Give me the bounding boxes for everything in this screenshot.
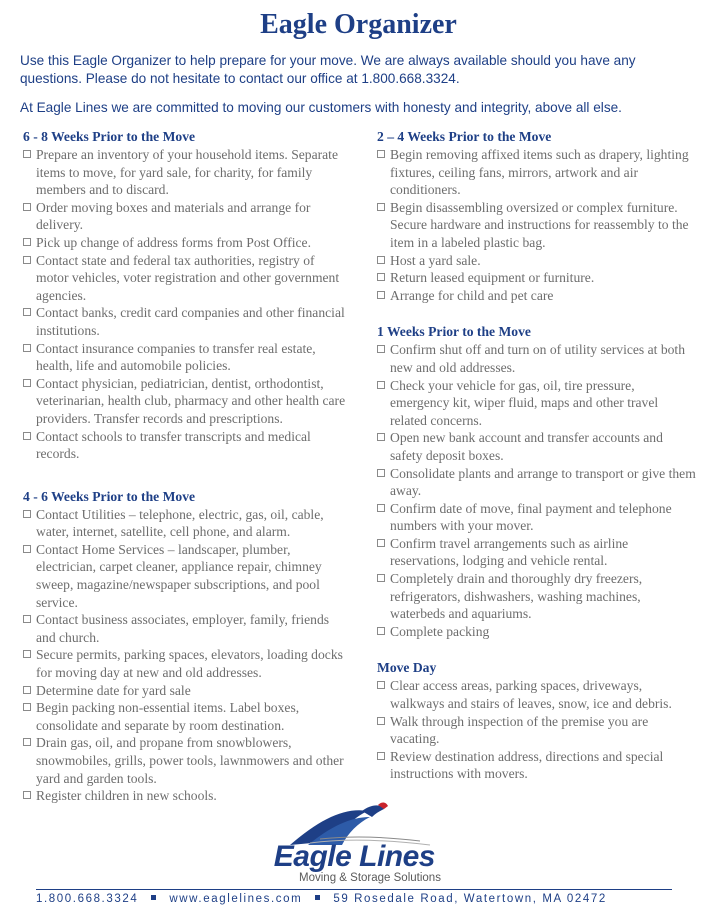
checklist-item — [374, 341, 696, 376]
checklist-item-text: Clear access areas, parking spaces, driveways, walkways and stairs of leaves, snow, ice and debris. — [390, 678, 672, 712]
checkbox-icon[interactable] — [23, 344, 31, 352]
checklist-item — [374, 570, 696, 623]
footer-divider — [36, 889, 672, 890]
checklist-item-text: Consolidate plants and arrange to transport or give them away. — [390, 465, 696, 499]
footer — [36, 893, 676, 905]
checklist-item — [374, 199, 696, 252]
checkbox-icon[interactable] — [377, 273, 385, 281]
checklist-item-text: Pick up change of address forms from Post Office. — [36, 234, 311, 250]
checkbox-icon[interactable] — [23, 256, 31, 264]
checklist-item — [20, 304, 350, 339]
checklist-item — [20, 146, 350, 199]
checklist — [374, 341, 696, 640]
checkbox-icon[interactable] — [377, 717, 385, 725]
checklist-item-text: Complete packing — [390, 623, 490, 639]
checklist-item-text: Host a yard sale. — [390, 252, 481, 268]
checkbox-icon[interactable] — [377, 345, 385, 353]
checklist-item — [20, 234, 350, 252]
checkbox-icon[interactable] — [23, 510, 31, 518]
checklist — [20, 146, 350, 463]
checklist-item — [374, 146, 696, 199]
checklist-item — [374, 287, 696, 305]
logo-tagline: Moving & Storage Solutions — [299, 872, 441, 884]
checklist-item-text: Contact business associates, employer, family, friends and church. — [36, 612, 330, 645]
checklist-item-text: Begin removing affixed items such as drapery, lighting fixtures, ceiling fans, mirrors, artwork and air conditioners. — [390, 147, 689, 198]
checklist-item — [20, 340, 350, 375]
checklist-item-text: Open new bank account and transfer accounts and safety deposit boxes. — [390, 430, 663, 463]
footer-phone: 1.800.668.3324 — [36, 893, 139, 905]
checkbox-icon[interactable] — [377, 627, 385, 635]
checklist-item — [20, 506, 350, 541]
checkbox-icon[interactable] — [377, 539, 385, 547]
checklist — [20, 506, 350, 805]
checkbox-icon[interactable] — [23, 308, 31, 316]
checklist-item — [20, 611, 350, 646]
checkbox-icon[interactable] — [23, 379, 31, 387]
checkbox-icon[interactable] — [23, 545, 31, 553]
checklist-item-text: Arrange for child and pet care — [390, 287, 554, 303]
section-heading: Move Day — [377, 660, 437, 676]
checkbox-icon[interactable] — [377, 256, 385, 264]
checklist — [374, 146, 696, 304]
checklist-item — [20, 252, 350, 305]
checklist-item-text: Return leased equipment or furniture. — [390, 270, 595, 286]
checkbox-icon[interactable] — [23, 650, 31, 658]
checklist-item-text: Check your vehicle for gas, oil, tire pressure, emergency kit, wiper fluid, maps and other travel related concerns. — [390, 377, 659, 428]
left-column — [20, 128, 350, 805]
checkbox-icon[interactable] — [377, 574, 385, 582]
checklist-item-text: Prepare an inventory of your household items. Separate items to move, for yard sale, for charity, for family members and to discard. — [36, 147, 338, 198]
checklist-item — [20, 646, 350, 681]
section-move-day — [374, 659, 696, 783]
checkbox-icon[interactable] — [23, 703, 31, 711]
checkbox-icon[interactable] — [377, 203, 385, 211]
intro-paragraph-contact: Use this Eagle Organizer to help prepare for your move. We are always available should you have any questions. Please do not hesitate to contact our office at 1.800.668.3324. — [20, 53, 636, 86]
checkbox-icon[interactable] — [377, 291, 385, 299]
bullet-square-icon — [151, 895, 156, 900]
checklist-item-text: Register children in new schools. — [36, 788, 217, 804]
checklist-item-text: Drain gas, oil, and propane from snowblowers, snowmobiles, grills, power tools, lawnmowers and other yard and garden tools. — [36, 735, 344, 786]
checkbox-icon[interactable] — [377, 681, 385, 689]
section-1-week — [374, 323, 696, 640]
checklist-item — [374, 252, 696, 270]
checklist-item-text: Confirm shut off and turn on of utility services at both new and old addresses. — [390, 342, 685, 375]
eagle-lines-logo — [250, 797, 490, 889]
logo-wordmark: Eagle Lines — [273, 840, 435, 873]
checklist-item — [374, 748, 696, 783]
checklist-item — [20, 199, 350, 234]
checklist-item-text: Secure permits, parking spaces, elevators, loading docks for moving day at new and old addresses. — [36, 647, 343, 681]
checklist-item — [374, 500, 696, 535]
checklist-item-text: Contact Utilities – telephone, electric, gas, oil, cable, water, internet, satellite, cell phone, and alarm. — [36, 506, 324, 540]
section-heading: 6 - 8 Weeks Prior to the Move — [23, 129, 196, 144]
right-column — [374, 128, 696, 783]
checkbox-icon[interactable] — [377, 433, 385, 441]
checkbox-icon[interactable] — [23, 238, 31, 246]
checklist-item-text: Order moving boxes and materials and arrange for delivery. — [36, 199, 311, 233]
checklist-item — [374, 429, 696, 464]
checklist-item — [20, 541, 350, 611]
intro-paragraph-commitment: At Eagle Lines we are committed to moving our customers with honesty and integrity, above all else. — [20, 100, 622, 115]
checkbox-icon[interactable] — [377, 469, 385, 477]
footer-website[interactable]: www.eaglelines.com — [169, 893, 303, 905]
checklist-item-text: Contact schools to transfer transcripts and medical records. — [36, 428, 311, 462]
checklist-item-text: Confirm travel arrangements such as airline reservations, lodging and vehicle rental. — [390, 535, 629, 569]
checkbox-icon[interactable] — [377, 150, 385, 158]
checklist-item-text: Completely drain and thoroughly dry freezers, refrigerators, dishwashers, washing machines, waterbeds and aquariums. — [390, 571, 643, 622]
checkbox-icon[interactable] — [23, 791, 31, 799]
checklist-item-text: Begin packing non-essential items. Label boxes, consolidate and separate by room destination. — [36, 700, 300, 733]
checklist-item — [20, 375, 350, 428]
checklist-item-text: Contact state and federal tax authorities, registry of motor vehicles, voter registration and other government agencies. — [36, 252, 340, 303]
section-heading: 4 - 6 Weeks Prior to the Move — [23, 488, 196, 504]
checklist-item-text: Contact banks, credit card companies and other financial institutions. — [36, 305, 345, 338]
footer-address: 59 Rosedale Road, Watertown, MA 02472 — [333, 893, 607, 905]
checkbox-icon[interactable] — [23, 203, 31, 211]
checklist-item — [374, 623, 696, 641]
bullet-square-icon — [315, 895, 320, 900]
checklist — [374, 677, 696, 783]
checklist-item — [374, 713, 696, 748]
checkbox-icon[interactable] — [377, 504, 385, 512]
checklist-item-text: Contact Home Services – landscaper, plumber, electrician, carpet cleaner, appliance repair, chimney sweep, magazine/newspaper subscriptions, and pool service. — [36, 541, 322, 610]
section-6-8-weeks — [20, 128, 350, 463]
checkbox-icon[interactable] — [377, 752, 385, 760]
checklist-item-text: Begin disassembling oversized or complex furniture. Secure hardware and instructions for reassembly to the item in a labeled plastic bag. — [390, 199, 689, 250]
section-heading: 1 Weeks Prior to the Move — [377, 324, 531, 340]
checklist-item-text: Contact physician, pediatrician, dentist, orthodontist, veterinarian, health club, pharmacy and other health care providers. Transfer records and prescriptions. — [36, 375, 346, 426]
checklist-item — [374, 535, 696, 570]
checklist-item — [20, 682, 350, 700]
checklist-item — [20, 428, 350, 463]
checklist-item-text: Determine date for yard sale — [36, 682, 191, 698]
checkbox-icon[interactable] — [23, 150, 31, 158]
checkbox-icon[interactable] — [377, 381, 385, 389]
checklist-item-text: Confirm date of move, final payment and telephone numbers with your mover. — [390, 500, 672, 534]
checklist-item-text: Review destination address, directions and special instructions with movers. — [390, 748, 664, 782]
section-4-6-weeks — [20, 488, 350, 805]
checklist-item — [20, 699, 350, 734]
checkbox-icon[interactable] — [23, 738, 31, 746]
section-heading: 2 – 4 Weeks Prior to the Move — [377, 129, 552, 144]
checklist-item — [374, 677, 696, 712]
checklist-item — [374, 377, 696, 430]
checkbox-icon[interactable] — [23, 432, 31, 440]
checklist-item — [374, 269, 696, 287]
checkbox-icon[interactable] — [23, 615, 31, 623]
checklist-item-text: Contact insurance companies to transfer real estate, health, life and automobile policies. — [36, 340, 316, 374]
checklist-item — [374, 465, 696, 500]
checkbox-icon[interactable] — [23, 686, 31, 694]
section-2-4-weeks — [374, 128, 696, 304]
checklist-item — [20, 734, 350, 787]
checklist-item-text: Walk through inspection of the premise you are vacating. — [390, 713, 649, 747]
page-title: Eagle Organizer — [260, 9, 457, 40]
